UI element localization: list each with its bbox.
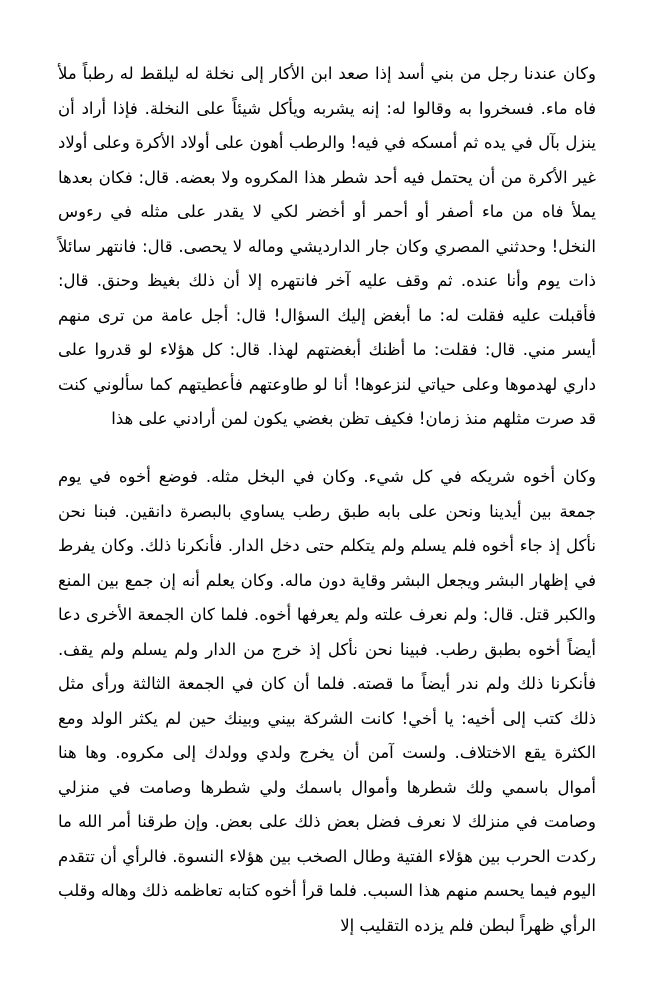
paragraph-1: وكان عندنا رجل من بني أسد إذا صعد ابن الأكار إلى نخلة له ليلقط له رطباً ملأ فاه ماء. فسخروا به وقالوا له: إنه يشربه ويأكل شيئاً على النخلة. فإذا أراد أن ينزل بآل في يده ثم أمسكه في فيه! والرطب أهون على أولاد الأكرة وعلى أولاد غير الأكرة من أن يحتمل فيه أحد شطر هذا المكروه ولا بعضه. قال: فكان بعدها يملأ فاه من ماء أصفر أو أحمر أو أخضر لكي لا يقدر على مثله في رءوس النخل! وحدثني المصري وكان جار الدارديشي وماله لا يحصى. قال: فانتهر سائلاً ذات يوم وأنا عنده. ثم وقف عليه آخر فانتهره إلا أن ذلك بغيظ وحنق. قال: فأقبلت عليه فقلت له: ما أبغض إليك السؤال! قال: أجل عامة من ترى منهم أيسر مني. قال: فقلت: ما أظنك أبغضتهم لهذا. قال: كل هؤلاء لو قدروا على داري لهدموها وعلى حياتي لنزعوها! أنا لو طاوعتهم فأعطيتهم كما سألوني كنت قد صرت مثلهم منذ زمان! فكيف تظن بغضي يكون لمن أرادني على هذا	[58, 64, 596, 428]
paragraph-2: وكان أخوه شريكه في كل شيء. وكان في البخل مثله. فوضع أخوه في يوم جمعة بين أيدينا ونحن على بابه طبق رطب يساوي بالبصرة دانقين. فبنا نحن نأكل إذ جاء أخوه فلم يسلم ولم يتكلم حتى دخل الدار. فأنكرنا ذلك. وكان يفرط في إظهار البشر ويجعل البشر وقاية دون ماله. وكان يعلم أنه إن جمع بين المنع والكبر قتل. قال: ولم نعرف علته ولم يعرفها أخوه. فلما كان الجمعة الأخرى دعا أيضاً أخوه بطبق رطب. فبينا نحن نأكل إذ خرج من الدار ولم يسلم ولم يقف. فأنكرنا ذلك ولم ندر أيضاً ما قصته. فلما أن كان في الجمعة الثالثة ورأى مثل ذلك كتب إلى أخيه: يا أخي! كانت الشركة بيني وبينك حين لم يكثر الولد ومع الكثرة يقع الاختلاف. ولست آمن أن يخرج ولدي وولدك إلى مكروه. وها هنا أموال باسمي ولك شطرها وأموال باسمك ولي شطرها وصامت في منزلي وصامت في منزلك لا نعرف فضل بعض ذلك على بعض. وإن طرقنا أمر الله ما ركدت الحرب بين هؤلاء الفتية وطال الصخب بين هؤلاء النسوة. فالرأي أن تتقدم اليوم فيما يحسم منهم هذا السبب. فلما قرأ أخوه كتابه تعاظمه ذلك وهاله وقلب الرأي ظهراً لبطن فلم يزده التقليب إلا	[58, 467, 596, 935]
